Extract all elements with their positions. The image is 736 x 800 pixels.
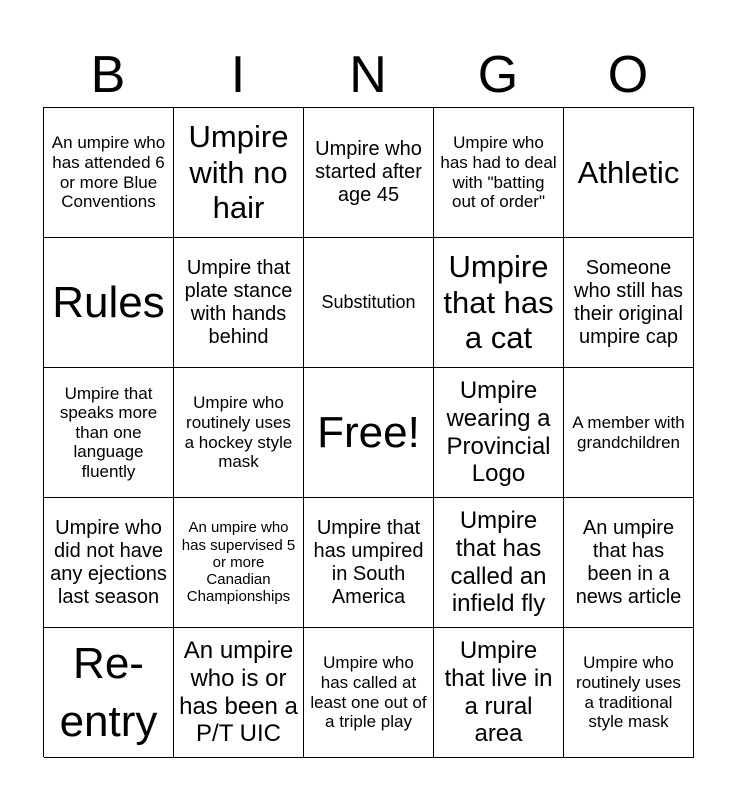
bingo-cell[interactable]: Umpire that speaks more than one language fluently <box>44 368 174 498</box>
bingo-cell[interactable]: Umpire that has called an infield fly <box>434 498 564 628</box>
free-space[interactable]: Free! <box>304 368 434 498</box>
bingo-cell[interactable]: An umpire who is or has been a P/T UIC <box>174 628 304 758</box>
bingo-cell[interactable]: An umpire who has supervised 5 or more Canadian Championships <box>174 498 304 628</box>
header-letter-g: G <box>477 46 519 104</box>
bingo-cell[interactable]: Umpire that plate stance with hands behind <box>174 238 304 368</box>
header-letter-n: N <box>349 46 387 104</box>
bingo-cell[interactable]: Umpire wearing a Provincial Logo <box>434 368 564 498</box>
bingo-board <box>43 107 694 757</box>
bingo-cell[interactable]: An umpire who has attended 6 or more Blue Conventions <box>44 108 174 238</box>
bingo-cell[interactable]: A member with grandchildren <box>564 368 694 498</box>
bingo-cell[interactable]: Someone who still has their original umpire cap <box>564 238 694 368</box>
bingo-cell[interactable]: Umpire with no hair <box>174 108 304 238</box>
header-letter-i: I <box>230 46 246 104</box>
bingo-cell[interactable]: Umpire that live in a rural area <box>434 628 564 758</box>
bingo-header <box>43 42 693 108</box>
bingo-cell[interactable]: Umpire who routinely uses a hockey style mask <box>174 368 304 498</box>
bingo-cell[interactable]: Umpire who has called at least one out of a triple play <box>304 628 434 758</box>
header-letter-b: B <box>90 46 126 104</box>
bingo-cell[interactable]: Substitution <box>304 238 434 368</box>
bingo-cell[interactable]: Umpire who did not have any ejections last season <box>44 498 174 628</box>
bingo-cell[interactable]: Umpire that has umpired in South America <box>304 498 434 628</box>
bingo-cell[interactable]: Rules <box>44 238 174 368</box>
bingo-cell[interactable]: Athletic <box>564 108 694 238</box>
bingo-cell[interactable]: Umpire who routinely uses a traditional style mask <box>564 628 694 758</box>
bingo-cell[interactable]: Umpire who has had to deal with "batting out of order" <box>434 108 564 238</box>
bingo-cell[interactable]: Re-entry <box>44 628 174 758</box>
bingo-cell[interactable]: Umpire who started after age 45 <box>304 108 434 238</box>
bingo-cell[interactable]: An umpire that has been in a news article <box>564 498 694 628</box>
bingo-cell[interactable]: Umpire that has a cat <box>434 238 564 368</box>
header-letter-o: O <box>607 46 649 104</box>
